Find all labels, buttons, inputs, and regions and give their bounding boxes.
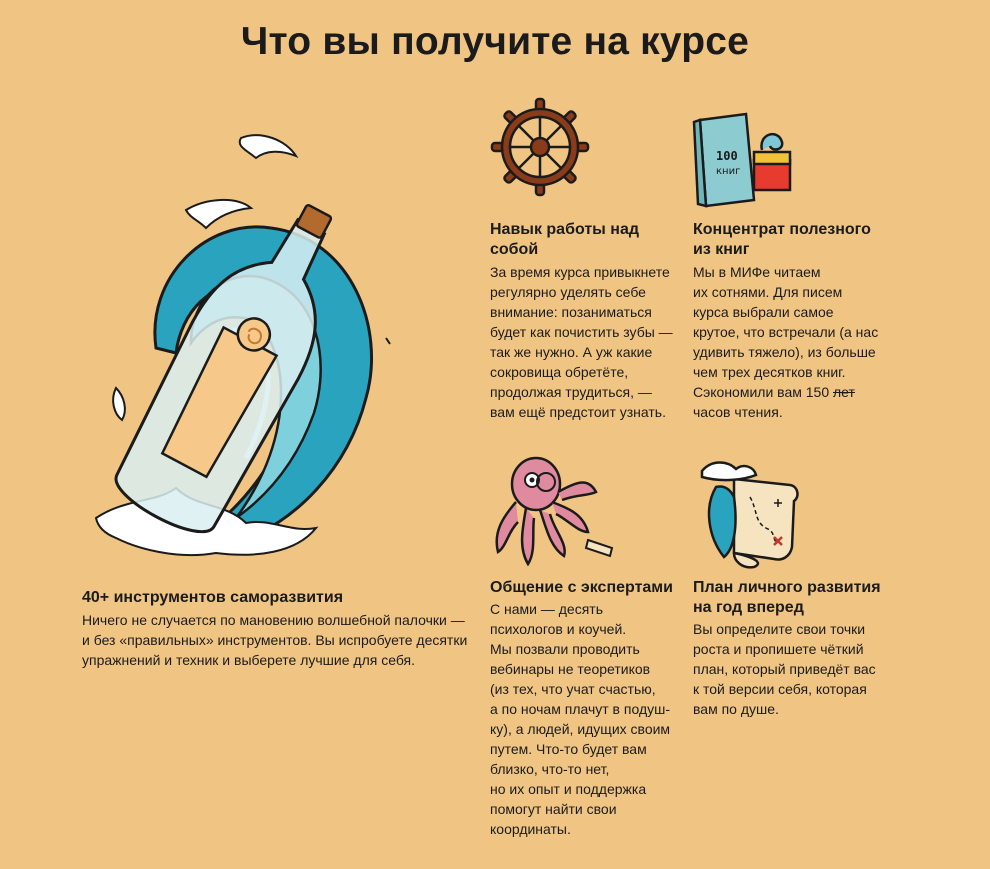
card-text: С нами — десять психологов и коучей. Мы позвали проводить вебинары не теоретиков (из тех, что учат счастью, а по ночам плачут в подуш- ку), а людей, идущих своим путем. Что-то будет вам близко, что-то нет, но их опыт и поддержка помогут найти свои координаты.	[490, 601, 671, 837]
book-label-count: 100	[716, 149, 738, 163]
hero-text: Ничего не случается по мановению волшебной палочки — и без «правильных» инструментов. Вы испробуете десятки упражнений и техник и выберете лучшие для себя.	[82, 612, 468, 668]
card-text: Вы определите свои точки роста и пропишете чёткий план, который приведёт вас к той версии себя, которая вам по душе.	[693, 621, 876, 717]
card-text: За время курса привыкнете регулярно уделять себе внимание: позаниматься будет как почистить зубы — так же нужно. А уж какие сокровища обретёте, продолжая трудиться, — вам ещё предстоит узнать.	[490, 264, 673, 420]
octopus-icon	[488, 452, 618, 572]
book-label-word: книг	[716, 166, 741, 177]
card-title: Концентрат полезного из книг	[693, 221, 871, 258]
card-text: Мы в МИФе читаем их сотнями. Для писем курса выбрали самое крутое, что встречали (а нас удивить тяжело), из больше чем трех десятков книг. Сэкономили вам 150 лет часов чтения.	[693, 264, 879, 420]
bottle-in-wave-icon	[86, 128, 396, 573]
ship-wheel-icon	[490, 97, 590, 197]
books-icon	[692, 112, 802, 208]
card-title: Общение с экспертами	[490, 579, 673, 596]
page-title: Что вы получите на курсе	[240, 20, 750, 63]
card-title: Навык работы над собой	[490, 221, 639, 258]
treasure-map-icon	[694, 457, 804, 569]
card-title: План личного развития на год вперед	[693, 579, 881, 616]
hero-title: 40+ инструментов саморазвития	[82, 589, 344, 606]
